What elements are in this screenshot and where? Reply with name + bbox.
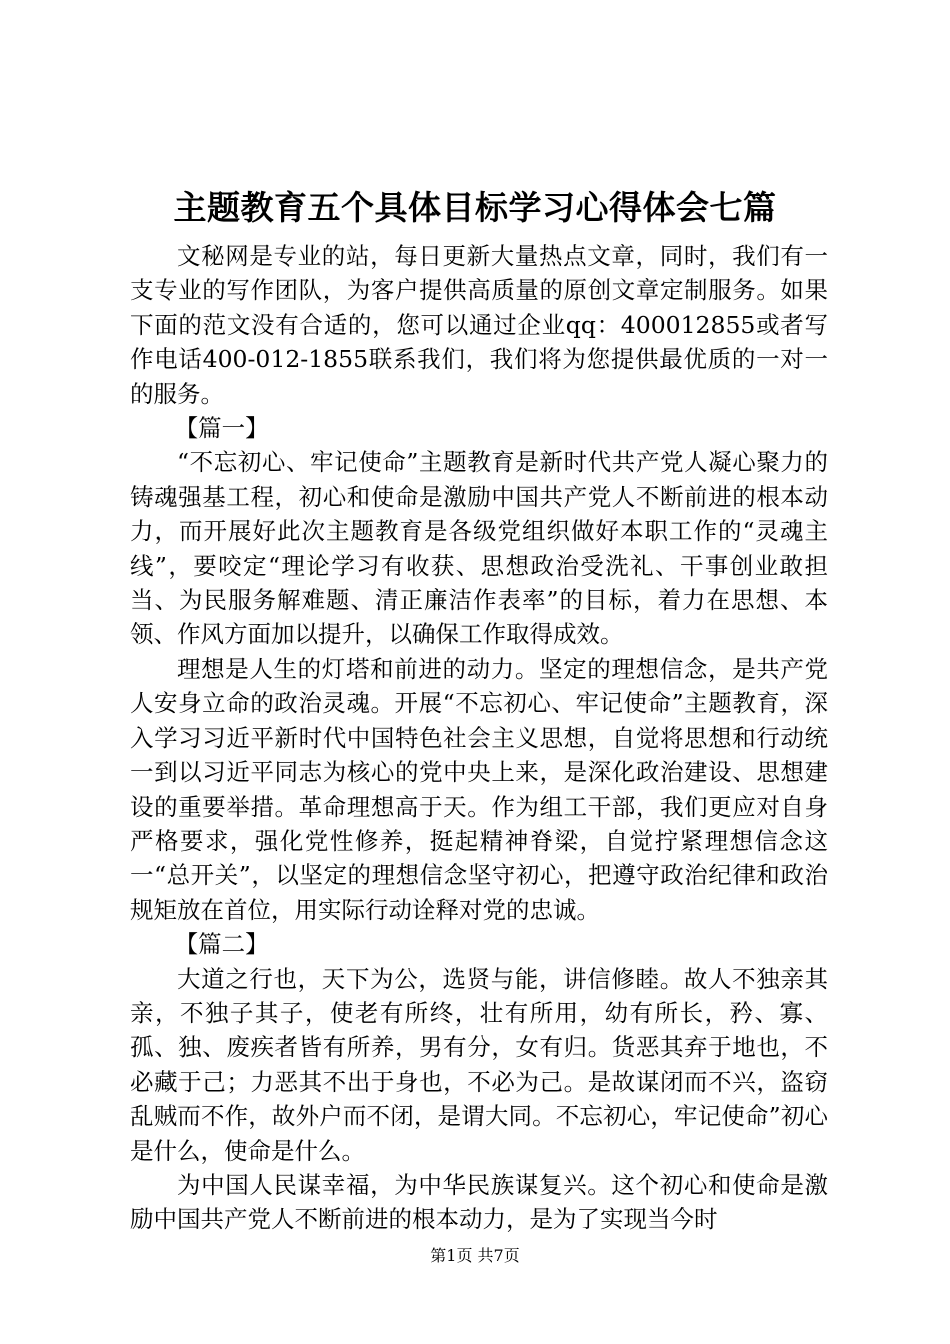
body-paragraph: 大道之行也，天下为公，选贤与能，讲信修睦。故人不独亲其亲，不独子其子，使老有所终，壮有所用，幼有所长，矜、寡、孤、独、废疾者皆有所养，男有分，女有归。货恶其弃于地也，不必藏于己；力恶其不出于身也，不必为己。是故谋闭而不兴，盗窃乱贼而不作，故外户而不闭，是谓大同。不忘初心，牢记使命”初心是什么，使命是什么。: [130, 964, 828, 1165]
section-heading-1: 【篇一】: [174, 414, 269, 443]
page-footer: 第1页 共7页: [430, 1246, 520, 1265]
document-body: [130, 239, 828, 1237]
body-paragraph: “不忘初心、牢记使命”主题教育是新时代共产党人凝心聚力的铸魂强基工程，初心和使命是激励中国共产党人不断前进的根本动力，而开展好此次主题教育是各级党组织做好本职工作的“灵魂主线”，要咬定“理论学习有收获、思想政治受洗礼、干事创业敢担当、为民服务解难题、清正廉洁作表率”的目标，着力在思想、本领、作风方面加以提升，以确保工作取得成效。: [130, 448, 828, 649]
section-heading-2: 【篇二】: [174, 930, 269, 959]
document-title: 主题教育五个具体目标学习心得体会七篇: [173, 188, 777, 227]
body-paragraph: 为中国人民谋幸福，为中华民族谋复兴。这个初心和使命是激励中国共产党人不断前进的根本动力，是为了实现当今时: [130, 1170, 828, 1234]
body-paragraph: 理想是人生的灯塔和前进的动力。坚定的理想信念，是共产党人安身立命的政治灵魂。开展“不忘初心、牢记使命”主题教育，深入学习习近平新时代中国特色社会主义思想，自觉将思想和行动统一到以习近平同志为核心的党中央上来，是深化政治建设、思想建设的重要举措。革命理想高于天。作为组工干部，我们更应对自身严格要求，强化党性修养，挺起精神脊梁，自觉拧紧理想信念这一“总开关”，以坚定的理想信念坚守初心，把遵守政治纪律和政治规矩放在首位，用实际行动诠释对党的忠诚。: [130, 654, 828, 924]
intro-paragraph: 文秘网是专业的站，每日更新大量热点文章，同时，我们有一支专业的写作团队，为客户提供高质量的原创文章定制服务。如果下面的范文没有合适的，您可以通过企业qq：400012855或者写作电话400-012-1855联系我们，我们将为您提供最优质的一对一的服务。: [130, 242, 828, 408]
